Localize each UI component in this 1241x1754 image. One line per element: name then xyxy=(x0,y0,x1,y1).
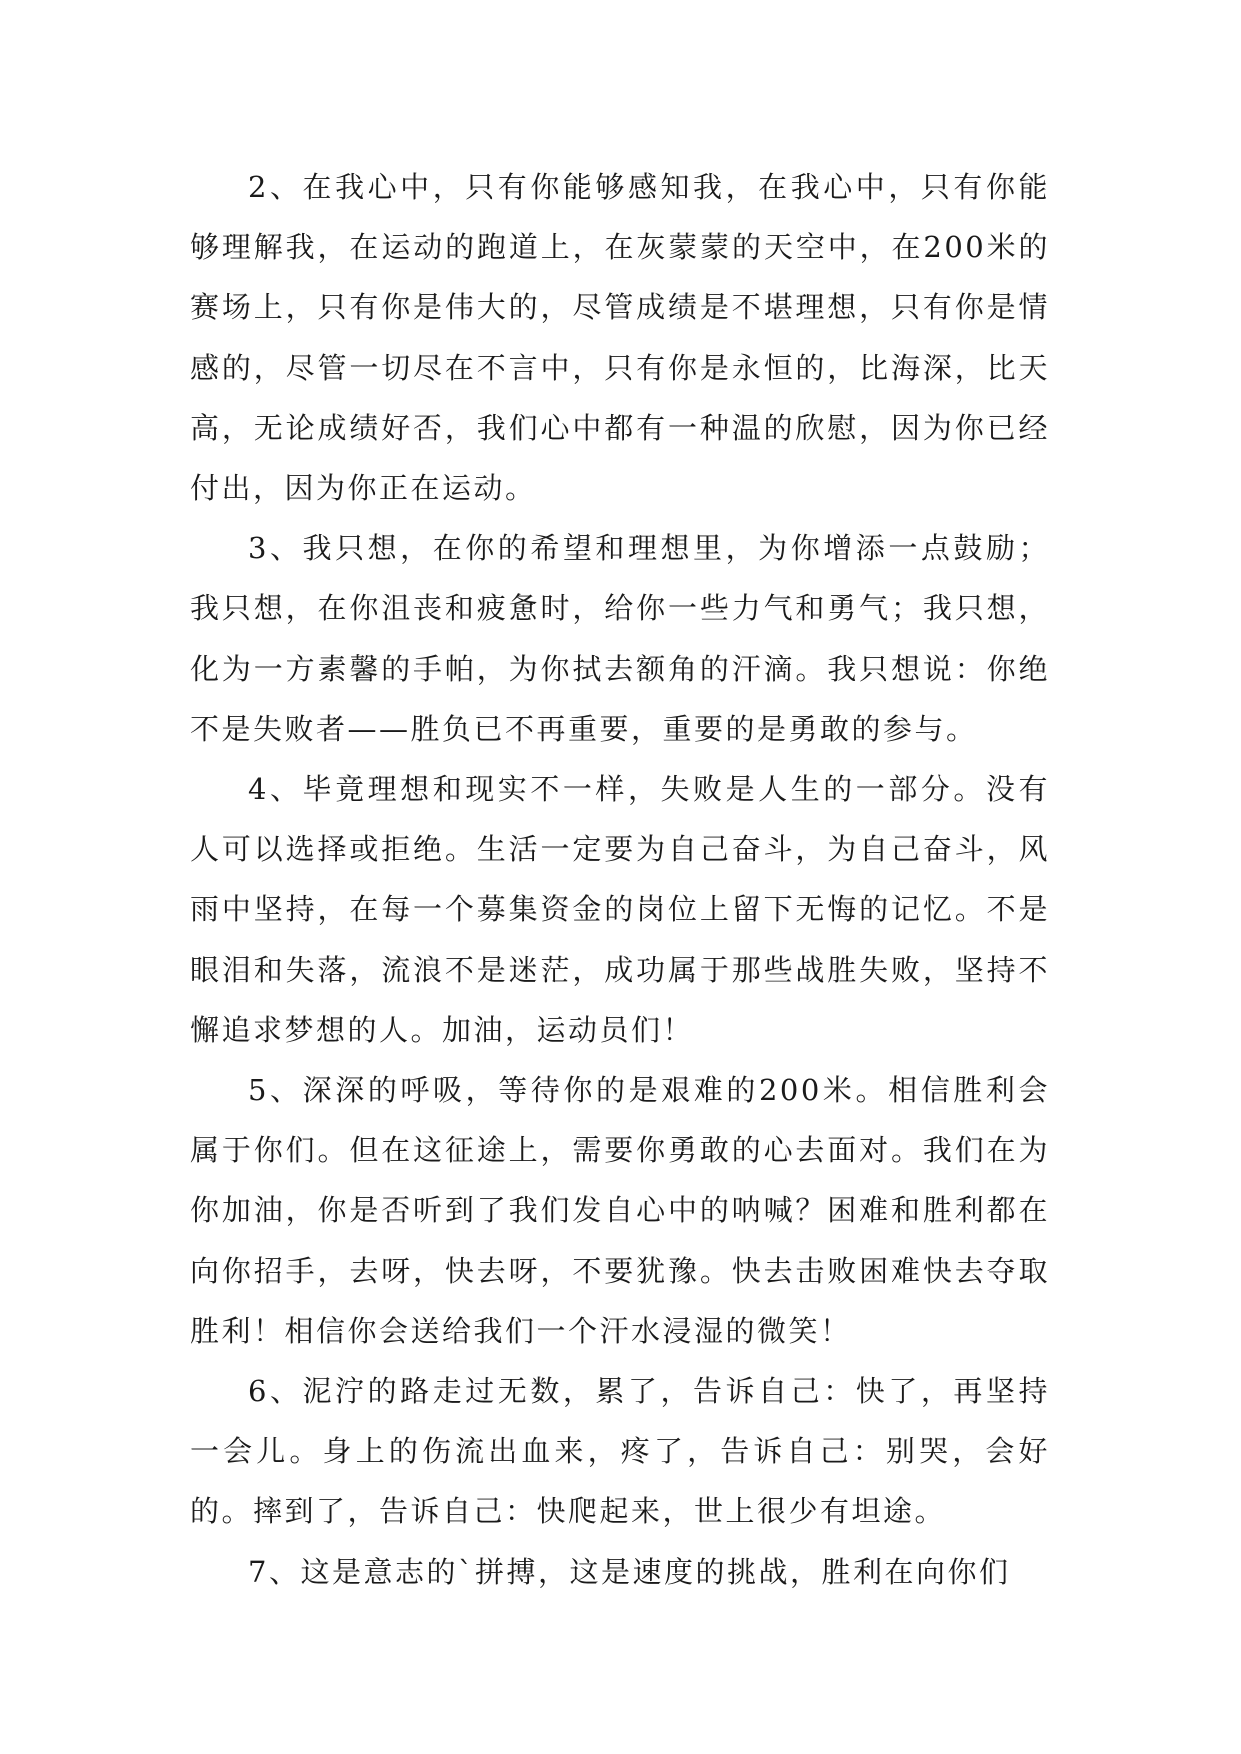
paragraph-6: 6、泥泞的路走过无数，累了，告诉自己：快了，再坚持一会儿。身上的伤流出血来，疼了，告诉自己：别哭，会好的。摔到了，告诉自己：快爬起来，世上很少有坦途。 xyxy=(190,1374,1050,1529)
paragraph-4: 4、毕竟理想和现实不一样，失败是人生的一部分。没有人可以选择或拒绝。生活一定要为自己奋斗，为自己奋斗，风雨中坚持，在每一个募集资金的岗位上留下无悔的记忆。不是眼泪和失落，流浪不是迷茫，成功属于那些战胜失败，坚持不懈追求梦想的人。加油，运动员们！ xyxy=(190,772,1050,1047)
document-page xyxy=(190,157,1050,1602)
paragraph-2: 2、在我心中，只有你能够感知我，在我心中，只有你能够理解我，在运动的跑道上，在灰蒙蒙的天空中，在200米的赛场上，只有你是伟大的，尽管成绩是不堪理想，只有你是情感的，尽管一切尽在不言中，只有你是永恒的，比海深，比天高，无论成绩好否，我们心中都有一种温的欣慰，因为你已经付出，因为你正在运动。 xyxy=(190,170,1050,506)
paragraph-5: 5、深深的呼吸，等待你的是艰难的200米。相信胜利会属于你们。但在这征途上，需要你勇敢的心去面对。我们在为你加油，你是否听到了我们发自心中的呐喊？困难和胜利都在向你招手，去呀，快去呀，不要犹豫。快去击败困难快去夺取胜利！相信你会送给我们一个汗水浸湿的微笑！ xyxy=(190,1073,1050,1348)
paragraph-7: 7、这是意志的`拼搏，这是速度的挑战，胜利在向你们 xyxy=(248,1554,1011,1589)
paragraph-3: 3、我只想，在你的希望和理想里，为你增添一点鼓励；我只想，在你沮丧和疲惫时，给你一些力气和勇气；我只想，化为一方素馨的手帕，为你拭去额角的汗滴。我只想说：你绝不是失败者——胜负已不再重要，重要的是勇敢的参与。 xyxy=(190,531,1050,746)
